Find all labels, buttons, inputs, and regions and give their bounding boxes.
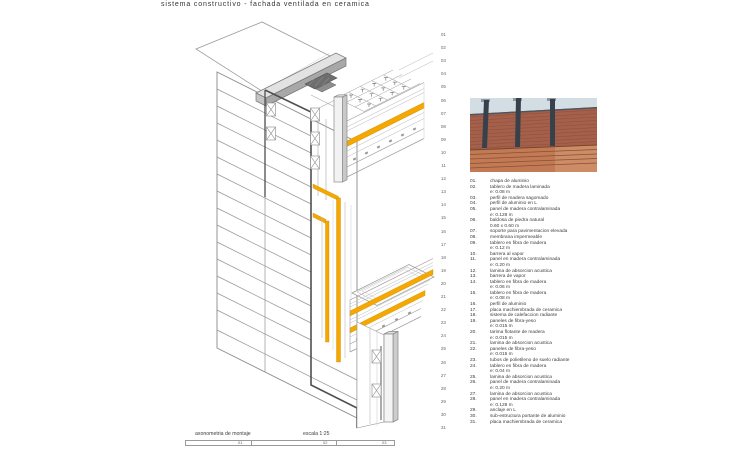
anchor-bracket [372, 384, 381, 397]
callout-number: 26 [440, 359, 446, 365]
legend-item-text: anclaje en L [490, 408, 516, 414]
legend-item-number: 12. [470, 268, 477, 274]
callout-number: 13 [440, 189, 446, 195]
legend-item-text: barrera de vapor [490, 274, 526, 280]
legend-item-text: panel en madera contralaminada e: 0.128 m [490, 397, 561, 408]
legend-item-text: lamina de absorcion acustica [490, 374, 552, 380]
anchor-bracket [311, 132, 320, 145]
legend-item-number: 25. [470, 374, 477, 380]
callout-number: 06 [440, 97, 446, 103]
callout-number: 22 [440, 307, 446, 313]
callout-number: 16 [440, 228, 446, 234]
legend-item-number: 04. [470, 201, 477, 207]
legend-item-text: tablero en fibra de madera e: 0.12 m [490, 240, 547, 252]
legend-item-number: 22. [470, 346, 477, 352]
legend-item-number: 26. [470, 380, 477, 386]
callout-number: 09 [440, 136, 446, 142]
legend-item-number: 17. [470, 307, 477, 313]
callout-number: 29 [440, 398, 446, 404]
legend-item-number: 08. [470, 234, 477, 240]
legend-item [470, 420, 635, 426]
legend-item-text: soporte para pavimentacion elevada [490, 229, 568, 235]
callout-number: 11 [441, 163, 446, 168]
legend-item-number: 19. [470, 318, 477, 324]
legend-item-text: lamina de absorcion acustica [490, 341, 552, 347]
callout-number: 31 [440, 425, 446, 430]
scale-bar [185, 440, 395, 446]
legend-item-number: 07. [470, 229, 477, 235]
callout-number: 18 [440, 254, 446, 260]
callout-number: 21 [440, 294, 446, 299]
legend-item [470, 319, 635, 330]
legend-item-number: 21. [470, 341, 477, 347]
callout-number: 10 [440, 149, 446, 155]
legend-item-text: panel de madera contralaminada e: 0.128 m [490, 206, 561, 218]
legend-item-text: tubos de polietileno de suelo radiante [490, 358, 570, 363]
legend-item [470, 380, 635, 391]
footer-caption-right: escala 1:25 [303, 431, 330, 437]
legend-item-number: 02. [470, 184, 477, 190]
scale-bar-divider [251, 441, 252, 445]
legend-item-number: 03. [470, 195, 477, 201]
legend-item-text: tablero en fibra de madera e: 0.06 m [490, 279, 547, 291]
legend-item-number: 09. [470, 240, 477, 246]
legend-item-number: 11. [470, 257, 477, 263]
callout-number: 28 [440, 385, 446, 391]
callout-number: 04 [440, 71, 446, 77]
legend-item-number: 31. [470, 419, 477, 425]
legend-item-number: 06. [470, 218, 477, 224]
insulation-layer-roof [345, 103, 424, 148]
legend-item-text: perfil de aluminio [490, 302, 527, 308]
legend-item-text: lamina de absorcion acustica [490, 268, 552, 274]
legend-item-text: perfil de madera sagomado [490, 195, 549, 201]
legend-item [470, 185, 635, 196]
legend-item [470, 397, 635, 408]
legend-item-number: 23. [470, 358, 477, 363]
scale-tick-label: 01 [238, 440, 243, 445]
callout-number: 30 [440, 411, 446, 417]
legend-item-text: panel de madera contralaminada e: 0.20 m [490, 380, 561, 391]
legend-item-number: 29. [470, 408, 477, 414]
callout-number: 19 [440, 267, 446, 273]
legend-item-text: paneles de fibra-yeso e: 0.015 m [490, 346, 536, 358]
legend-item [470, 241, 635, 252]
legend-item-text: paneles de fibra-yeso e: 0.015 m [490, 318, 536, 330]
legend-item [470, 280, 635, 291]
legend-item-number: 05. [470, 206, 477, 212]
legend-item-text: baldosa de piedra natural 0.60 x 0.60 m [490, 218, 545, 229]
callout-number: 03 [440, 58, 446, 64]
site-photo [470, 98, 597, 172]
callout-number: 23 [440, 320, 446, 326]
legend-item-text: lamina de absorcion acustica [490, 391, 552, 397]
support-post-upper [334, 95, 347, 182]
legend-item-number: 10. [470, 251, 477, 257]
callout-number: 25 [440, 346, 446, 352]
legend-item-text: barrera al vapor [490, 251, 524, 257]
legend-item-text: sistema de calefaccion radiante [490, 313, 558, 319]
anchor-bracket [267, 103, 276, 116]
callout-number: 05 [440, 84, 446, 90]
scale-bar-divider [336, 441, 337, 445]
legend-item-text: placa machiembrada de ceramica [490, 307, 562, 313]
callout-number: 01 [440, 32, 446, 37]
legend-item [470, 257, 635, 268]
legend-item-text: tablero de madera laminada e: 0.08 m [490, 184, 550, 196]
legend-item-number: 27. [470, 391, 477, 397]
anchor-bracket [372, 350, 381, 363]
legend-item-text: placa machiembrada de ceramica [490, 419, 562, 425]
legend-item-number: 20. [470, 330, 477, 336]
legend-item-number: 28. [470, 397, 477, 403]
legend-item [470, 291, 635, 302]
legend-item-text: tablero en fibra de madera e: 0.04 m [490, 363, 547, 375]
legend-item-number: 30. [470, 413, 477, 419]
legend-item-number: 14. [470, 279, 477, 285]
footer-caption-left: axonometria de montaje [195, 431, 251, 437]
legend-item [470, 330, 635, 341]
anchor-bracket [311, 108, 320, 121]
legend-item-number: 24. [470, 363, 477, 369]
scale-tick-label: 02 [323, 440, 328, 445]
legend-item-number: 01. [470, 179, 477, 184]
anchor-bracket [267, 127, 276, 140]
legend-item-text: tablero en fibra de madera e: 0.08 m [490, 290, 547, 302]
roof-deck-grid [337, 53, 433, 112]
legend-item-text: membrana impermeable [490, 234, 542, 240]
legend-item-text: chapa de aluminio [490, 179, 529, 184]
page-title: sistema constructivo - fachada ventilada en ceramica [161, 1, 370, 8]
callout-number: 14 [440, 202, 446, 208]
legend-item-text: perfil de aluminio en L [490, 201, 537, 207]
scale-tick-label: 03 [382, 440, 387, 445]
legend-item-number: 13. [470, 274, 477, 280]
callout-number: 12 [440, 176, 446, 182]
legend-item-number: 18. [470, 313, 477, 319]
callout-number: 07 [440, 110, 446, 116]
legend-item-number: 15. [470, 290, 477, 296]
callout-number: 17 [440, 241, 446, 247]
callout-number: 20 [440, 280, 446, 286]
legend [470, 179, 635, 425]
legend-item-text: sub-estructura portante de aluminio [490, 413, 566, 419]
legend-item-text: tarima flotante de madera e: 0.015 m [490, 330, 545, 341]
lower-wall-panels [357, 322, 384, 428]
callout-number: 27 [440, 372, 446, 378]
callout-number: 15 [440, 215, 446, 221]
legend-item-text: panel en madera contralaminada e: 0.20 m [490, 257, 561, 268]
callout-number: 02 [440, 45, 446, 51]
legend-item-number: 16. [470, 302, 477, 308]
anchor-bracket [311, 156, 320, 169]
callout-number: 24 [440, 333, 446, 339]
callout-number: 08 [440, 123, 446, 129]
legend-item [470, 207, 635, 218]
legend-item [470, 218, 635, 229]
legend-item [470, 364, 635, 375]
legend-item [470, 347, 635, 358]
